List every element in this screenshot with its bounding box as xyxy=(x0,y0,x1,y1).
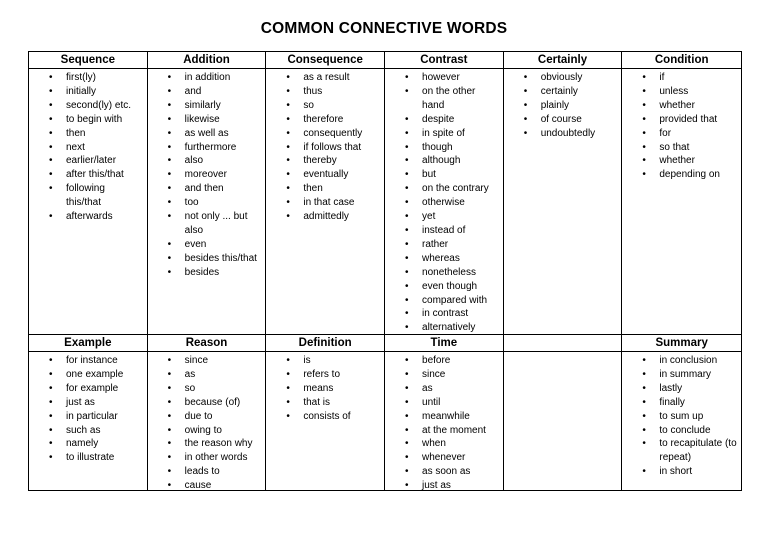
list-item: • in other words xyxy=(148,451,266,465)
list-item: • depending on xyxy=(622,168,741,182)
word-list xyxy=(29,352,147,465)
list-item: • certainly xyxy=(504,85,622,99)
column-header: Consequence xyxy=(266,52,384,69)
word-list xyxy=(504,69,622,141)
list-item: • besides this/that xyxy=(148,252,266,266)
list-item: • as a result xyxy=(266,71,384,85)
list-item: • to begin with xyxy=(29,113,147,127)
list-item: • due to xyxy=(148,410,266,424)
list-item: • also xyxy=(148,154,266,168)
list-item: • too xyxy=(148,196,266,210)
list-item: • nonetheless xyxy=(385,266,503,280)
list-item: • unless xyxy=(622,85,741,99)
list-item: • before xyxy=(385,354,503,368)
list-item: • though xyxy=(385,141,503,155)
list-item: • lastly xyxy=(622,382,741,396)
list-item: • admittedly xyxy=(266,210,384,224)
list-item: • the reason why xyxy=(148,437,266,451)
list-item: • means xyxy=(266,382,384,396)
list-item: • moreover xyxy=(148,168,266,182)
list-item: • one example xyxy=(29,368,147,382)
list-item: • as xyxy=(385,382,503,396)
list-item: • so that xyxy=(622,141,741,155)
list-item: • provided that xyxy=(622,113,741,127)
column-header: Reason xyxy=(148,335,266,352)
list-item: • next xyxy=(29,141,147,155)
list-item: • although xyxy=(385,154,503,168)
connectives-table xyxy=(28,51,742,491)
list-item: • when xyxy=(385,437,503,451)
list-item: • meanwhile xyxy=(385,410,503,424)
word-list xyxy=(266,69,384,224)
list-item: • in addition xyxy=(148,71,266,85)
table-top-block xyxy=(29,52,741,335)
list-item: • cause xyxy=(148,479,266,493)
list-item: • yet xyxy=(385,210,503,224)
list-item: • whereas xyxy=(385,252,503,266)
list-item: • on the other hand xyxy=(385,85,503,113)
column-addition xyxy=(148,52,267,334)
word-list xyxy=(148,352,266,493)
word-list xyxy=(148,69,266,280)
column-header: Contrast xyxy=(385,52,503,69)
word-list xyxy=(622,69,741,182)
list-item: • consequently xyxy=(266,127,384,141)
column-header: Certainly xyxy=(504,52,622,69)
list-item: • however xyxy=(385,71,503,85)
list-item: • instead of xyxy=(385,224,503,238)
list-item: • is xyxy=(266,354,384,368)
column-header: Summary xyxy=(622,335,741,352)
list-item: • of course xyxy=(504,113,622,127)
list-item: • since xyxy=(148,354,266,368)
list-item: • for example xyxy=(29,382,147,396)
list-item: • because (of) xyxy=(148,396,266,410)
list-item: • after this/that xyxy=(29,168,147,182)
list-item: • owing to xyxy=(148,424,266,438)
list-item: • so xyxy=(266,99,384,113)
list-item: • such as xyxy=(29,424,147,438)
list-item: • and then xyxy=(148,182,266,196)
word-list xyxy=(29,69,147,224)
list-item: • thus xyxy=(266,85,384,99)
list-item: • until xyxy=(385,396,503,410)
column-condition xyxy=(622,52,741,334)
column-header: Sequence xyxy=(29,52,147,69)
list-item: • alternatively xyxy=(385,321,503,335)
list-item: • in contrast xyxy=(385,307,503,321)
list-item: • on the contrary xyxy=(385,182,503,196)
list-item: • in that case xyxy=(266,196,384,210)
list-item: • in short xyxy=(622,465,741,479)
list-item: • whether xyxy=(622,99,741,113)
word-list xyxy=(385,352,503,493)
list-item: • finally xyxy=(622,396,741,410)
column-header: Example xyxy=(29,335,147,352)
list-item: • second(ly) etc. xyxy=(29,99,147,113)
list-item: • consists of xyxy=(266,410,384,424)
list-item: • to sum up xyxy=(622,410,741,424)
list-item: • in spite of xyxy=(385,127,503,141)
column-header: Time xyxy=(385,335,503,352)
column-certainly xyxy=(504,52,623,334)
list-item: • plainly xyxy=(504,99,622,113)
list-item: • so xyxy=(148,382,266,396)
list-item: • since xyxy=(385,368,503,382)
word-list xyxy=(622,352,741,479)
list-item: • compared with xyxy=(385,294,503,308)
list-item: • at the moment xyxy=(385,424,503,438)
list-item: • then xyxy=(266,182,384,196)
list-item: • earlier/later xyxy=(29,154,147,168)
list-item: • thereby xyxy=(266,154,384,168)
column-header: Definition xyxy=(266,335,384,352)
column-example xyxy=(29,335,148,490)
list-item: • therefore xyxy=(266,113,384,127)
list-item: • not only ... but also xyxy=(148,210,266,238)
list-item: • whenever xyxy=(385,451,503,465)
list-item: • following this/that xyxy=(29,182,147,210)
list-item: • in summary xyxy=(622,368,741,382)
list-item: • eventually xyxy=(266,168,384,182)
list-item: • that is xyxy=(266,396,384,410)
page-title: COMMON CONNECTIVE WORDS xyxy=(260,20,508,37)
list-item: • otherwise xyxy=(385,196,503,210)
list-item: • as xyxy=(148,368,266,382)
list-item: • if follows that xyxy=(266,141,384,155)
list-item: • to recapitulate (to repeat) xyxy=(622,437,741,465)
list-item: • despite xyxy=(385,113,503,127)
list-item: • as soon as xyxy=(385,465,503,479)
column-reason xyxy=(148,335,267,490)
list-item: • obviously xyxy=(504,71,622,85)
list-item: • afterwards xyxy=(29,210,147,224)
list-item: • whether xyxy=(622,154,741,168)
list-item: • to illustrate xyxy=(29,451,147,465)
list-item: • initially xyxy=(29,85,147,99)
column-time xyxy=(385,335,504,490)
column-definition xyxy=(266,335,385,490)
list-item: • even though xyxy=(385,280,503,294)
list-item: • similarly xyxy=(148,99,266,113)
list-item: • to conclude xyxy=(622,424,741,438)
list-item: • just as xyxy=(29,396,147,410)
list-item: • rather xyxy=(385,238,503,252)
column-header xyxy=(504,335,622,352)
column-header: Addition xyxy=(148,52,266,69)
list-item: • refers to xyxy=(266,368,384,382)
column-empty xyxy=(504,335,623,490)
list-item: • namely xyxy=(29,437,147,451)
list-item: • just as xyxy=(385,479,503,493)
word-list xyxy=(385,69,503,335)
list-item: • besides xyxy=(148,266,266,280)
list-item: • if xyxy=(622,71,741,85)
list-item: • likewise xyxy=(148,113,266,127)
column-sequence xyxy=(29,52,148,334)
list-item: • even xyxy=(148,238,266,252)
word-list xyxy=(504,352,622,354)
list-item: • and xyxy=(148,85,266,99)
list-item: • but xyxy=(385,168,503,182)
table-bottom-block xyxy=(29,335,741,490)
list-item: • as well as xyxy=(148,127,266,141)
column-contrast xyxy=(385,52,504,334)
list-item: • leads to xyxy=(148,465,266,479)
word-list xyxy=(266,352,384,424)
list-item: • first(ly) xyxy=(29,71,147,85)
column-header: Condition xyxy=(622,52,741,69)
list-item: • then xyxy=(29,127,147,141)
list-item: • for instance xyxy=(29,354,147,368)
list-item: • undoubtedly xyxy=(504,127,622,141)
list-item: • for xyxy=(622,127,741,141)
list-item: • in conclusion xyxy=(622,354,741,368)
list-item: • furthermore xyxy=(148,141,266,155)
column-consequence xyxy=(266,52,385,334)
column-summary xyxy=(622,335,741,490)
list-item: • in particular xyxy=(29,410,147,424)
